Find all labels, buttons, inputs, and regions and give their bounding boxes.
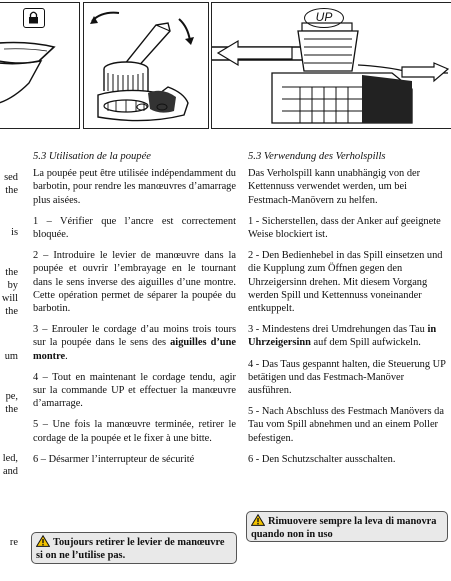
lock-icon <box>23 8 45 28</box>
left-fragment: re <box>9 537 18 548</box>
german-step-3: 3 - Mindestens drei Umdrehungen das Tau in Uhrzeigersinn auf dem Spill aufwickeln. <box>248 324 437 349</box>
french-heading: 5.3 Utilisation de la poupée <box>33 151 151 162</box>
german-step-6: 6 - Den Schutzschalter ausschalten. <box>248 453 396 465</box>
french-warning <box>31 532 237 564</box>
french-step-5: 5 – Une fois la manœuvre terminée, retirer le cordage de la poupée et le fixer à une bitte. <box>33 419 236 444</box>
german-warning <box>246 511 448 542</box>
german-heading: 5.3 Verwendung des Verholspills <box>248 151 386 162</box>
french-intro: La poupée peut être utilisée indépendamment du barbotin, pour rendre les manœuvres d’amarrage plus aisées. <box>33 168 236 206</box>
left-fragment: the <box>5 267 18 278</box>
emphasis: aiguilles d’une montre <box>33 337 236 362</box>
emphasis: in Uhrzeigersinn <box>248 324 437 349</box>
french-step-4: 4 – Tout en maintenant le cordage tendu, agir sur la commande UP et effectuer la manœuvre d’amarrage. <box>33 371 236 410</box>
german-intro: Das Verholspill kann unabhängig von der Kettennuss verwendet werden, um bei Festmach-Manövern zu helfen. <box>248 168 421 206</box>
figure-right-panel <box>211 2 451 129</box>
german-step-2: 2 - Den Bedienhebel in das Spill einsetzen und die Kupplung zum Öffnen gegen den Uhrzeigersinn drehen. Mit diesem Vorgang werden Spill und Kettennuss voneinander entkuppelt. <box>248 250 443 315</box>
left-fragment: pe, <box>5 391 18 402</box>
french-column <box>33 150 236 474</box>
left-fragment: the <box>5 404 18 415</box>
french-step-1: 1 – Vérifier que l’ancre est correctement bloquée. <box>33 215 236 241</box>
german-column <box>248 150 446 474</box>
left-fragment: the <box>5 306 18 317</box>
french-step-2: 2 – Introduire le levier de manœuvre dans la poupée et ouvrir l’embrayage en le tournant dans le sens inverse des aiguilles d’une montre. Cette opération permet de séparer la poupée du barbotin. <box>33 250 236 315</box>
left-fragment: and <box>2 466 18 477</box>
french-step-6: 6 – Désarmer l’interrupteur de sécurité <box>33 453 195 465</box>
left-fragment: sed <box>4 172 18 183</box>
warning-icon <box>251 514 265 526</box>
warning-icon <box>36 535 50 547</box>
french-warning-text: Toujours retirer le levier de manœuvre si on ne l’utilise pas. <box>36 537 225 561</box>
left-fragment: will <box>1 293 18 304</box>
figure-middle-panel <box>83 2 209 129</box>
left-fragment: led, <box>2 453 18 464</box>
german-step-1: 1 - Sicherstellen, dass der Anker auf geeignete Weise blockiert ist. <box>248 215 441 241</box>
german-step-5: 5 - Nach Abschluss des Festmach Manövers da Tau vom Spill abnehmen und an einem Poller befestigen. <box>248 406 444 444</box>
german-warning-text: Rimuovere sempre la leva di manovra quando non in uso <box>251 516 437 540</box>
left-fragment: is <box>11 227 18 238</box>
french-step-3: 3 – Enrouler le cordage d’au moins trois tours sur la poupée dans le sens des aiguilles d’une montre. <box>33 324 236 362</box>
german-step-4: 4 - Das Taus gespannt halten, die Steuerung UP betätigen und das Festmach-Manöver ausführen. <box>248 358 446 397</box>
figure-left-panel <box>0 2 80 129</box>
left-fragment: by <box>7 280 18 291</box>
left-fragment: um <box>4 351 18 362</box>
left-fragment: the <box>5 185 18 196</box>
up-button-label: UP <box>304 8 344 28</box>
winch-lever-illustration <box>84 3 208 128</box>
